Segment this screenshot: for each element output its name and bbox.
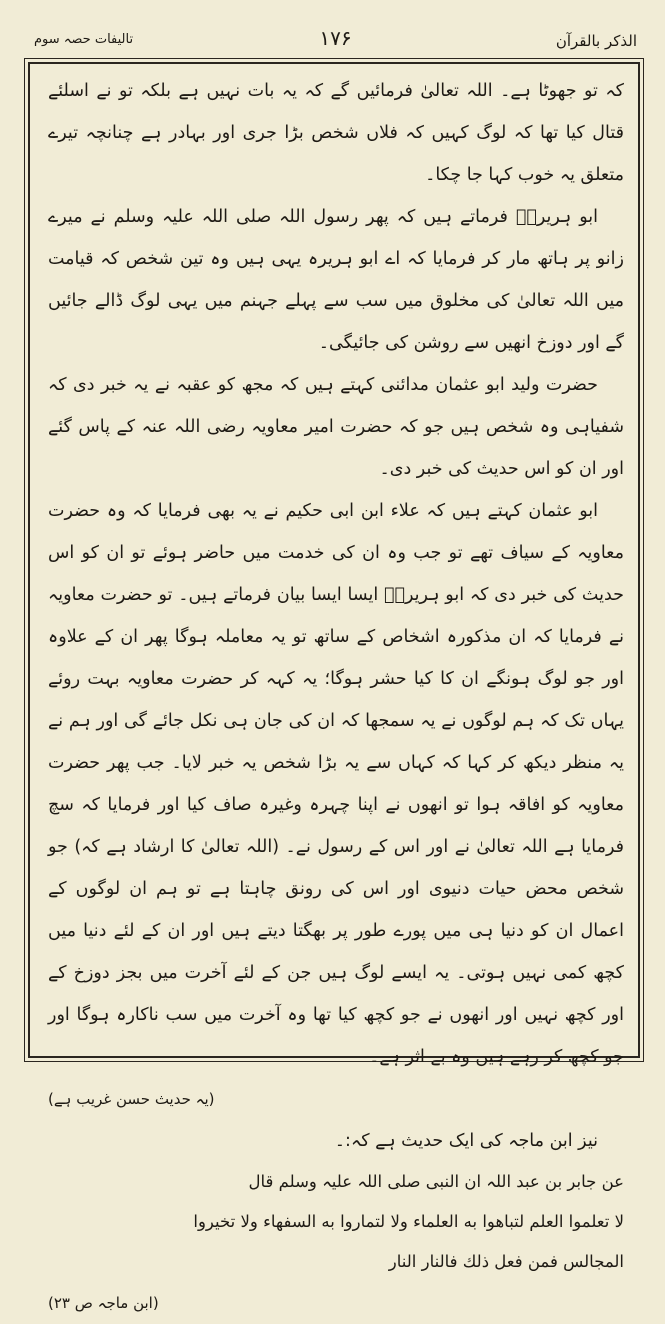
paragraph-3: حضرت ولید ابو عثمان مدائنی کہتے ہیں کہ مجھ کو عقبہ نے یہ خبر دی کہ شفیاہی وہ شخص ہیں جو کہ حضرت امیر معاویہ رضی اللہ عنہ کے پاس گئے اور ان کو اس حدیث کی خبر دی۔ [48,375,624,479]
series-label: تالیفات حصہ سوم [34,32,134,47]
paragraph-1: کہ تو جھوٹا ہے۔ اللہ تعالیٰ فرمائیں گے کہ یہ بات نہیں ہے بلکہ تو نے اسلئے قتال کیا تھا کہ لوگ کہیں کہ فلاں شخص بڑا جری اور بہادر ہے چنانچہ تیرے متعلق یہ خوب کہا جا چکا۔ [48,81,624,185]
paragraph-2: ابو ہریرہؓ فرماتے ہیں کہ پھر رسول اللہ صلی اللہ علیہ وسلم نے میرے زانو پر ہاتھ مار کر فرمایا کہ اے ابو ہریرہ یہی ہیں وہ تین شخص کہ قیامت میں اللہ تعالیٰ کی مخلوق میں سب سے پہلے جہنم میں یہی لوگ ڈالے جائیں گے اور دوزخ انھیں سے روشن کی جائیگی۔ [48,207,624,353]
page-number: ۱۷۶ [319,26,352,50]
paragraph-4: ابو عثمان کہتے ہیں کہ علاء ابن ابی حکیم نے یہ بھی فرمایا کہ وہ حضرت معاویہ کے سیاف تھے تو جب وہ ان کی خدمت میں حاضر ہوئے تو ان کو اس حدیث کی خبر دی کہ ابو ہریرہؓ ایسا ایسا بیان فرماتے ہیں۔ تو حضرت معاویہ نے فرمایا کہ ان مذکورہ اشخاص کے ساتھ تو یہ معاملہ ہوگا پھر ان کے علاوہ اور جو لوگ ہونگے ان کا کیا حشر ہوگا؛ یہ کہہ کر حضرت معاویہ بہت روئے یہاں تک کہ ہم لوگوں نے یہ سمجھا کہ ان کی جان ہی نکل جائے گی اور ہم نے یہ منظر دیکھ کر کہا کہ کہاں سے یہ بڑا شخص یہ خبر لایا۔ جب پھر حضرت معاویہ کو افاقہ ہوا تو انھوں نے اپنا چہرہ وغیرہ صاف کیا اور فرمایا کہ سچ فرمایا ہے اللہ تعالیٰ نے اور اس کے رسول نے۔ (اللہ تعالیٰ کا ارشاد ہے کہ) جو شخص محض حیات دنیوی اور اس کی رونق چاہتا ہے تو ہم ان لوگوں کے اعمال ان کو دنیا ہی میں پورے طور پر بھگتا دیتے ہیں اور ان کے لئے دنیا میں کچھ کمی نہیں ہوتی۔ یہ ایسے لوگ ہیں جن کے لئے آخرت میں بجز دوزخ کے اور کچھ نہیں اور انھوں نے جو کچھ کیا تھا وہ آخرت میں سب ناکارہ ہوگا اور جو کچھ کر رہے ہیں وہ بے اثر ہے۔ [48,501,624,1067]
citation-row [48,1078,624,1120]
text-frame [28,62,640,1312]
intro-line: نیز ابن ماجہ کی ایک حدیث ہے کہ:۔ [334,1131,598,1151]
book-title: الذکر بالقرآن [555,32,637,50]
page-header [30,18,641,62]
arabic-line-1: عن جابر بن عبد اللہ ان النبی صلی اللہ علیہ وسلم قال [248,1172,624,1191]
source-reference: (ابن ماجہ ص ۲۳) [48,1294,159,1312]
arabic-line-3: المجالس فمن فعل ذلك فالنار النار [388,1252,624,1271]
arabic-line-2: لا تعلموا العلم لتباهوا به العلماء ولا لتماروا به السفهاء ولا تخيروا [193,1212,624,1231]
hadith-grade-citation: (یہ حدیث حسن غریب ہے) [48,1090,215,1108]
page-body [48,70,624,1312]
